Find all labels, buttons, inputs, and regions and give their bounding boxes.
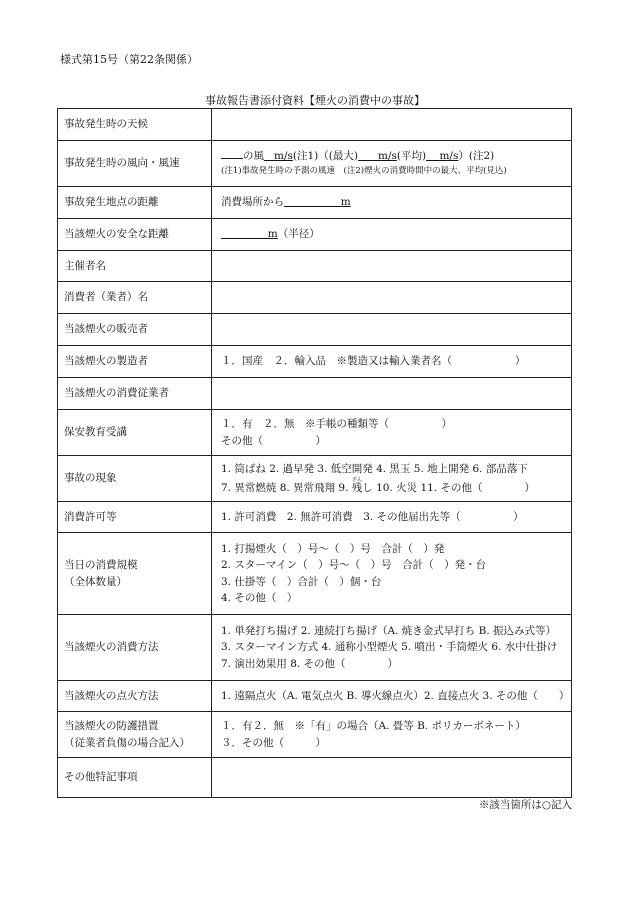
scale-label: 当日の消費規模 （全体数量） <box>58 533 212 615</box>
protection-line2: ３．その他（ ） <box>221 736 326 749</box>
education-line1: １．有 ２．無 ※手帳の種類等（ ） <box>221 418 452 431</box>
worker-field[interactable] <box>212 378 572 410</box>
ignition-label: 当該煙火の点火方法 <box>58 681 212 712</box>
scale-field[interactable] <box>212 533 572 615</box>
row-education <box>58 410 572 456</box>
row-protection <box>58 712 572 758</box>
seller-field[interactable] <box>212 314 572 346</box>
row-consumer <box>58 282 572 314</box>
education-label: 保安教育受講 <box>58 410 212 456</box>
wind-line: の風 m/s(注1)（(最大) m/s(平均) m/s）(注2) <box>221 147 565 164</box>
row-weather <box>58 109 572 141</box>
document-title: 事故報告書添付資料【煙火の消費中の事故】 <box>205 94 425 107</box>
seller-label: 当該煙火の販売者 <box>58 314 212 346</box>
row-distance <box>58 187 572 219</box>
other-field[interactable] <box>212 758 572 798</box>
distance-field[interactable]: 消費場所から m <box>212 187 572 219</box>
permit-label: 消費許可等 <box>58 502 212 533</box>
phenomenon-label: 事故の現象 <box>58 456 212 502</box>
distance-label: 事故発生地点の距離 <box>58 187 212 219</box>
method-line2: 3. スターマイン方式 4. 通称小型煙火 5. 噴出・手筒煙火 6. 水中仕掛け <box>221 641 558 654</box>
weather-label: 事故発生時の天候 <box>58 109 212 141</box>
row-seller <box>58 314 572 346</box>
other-label: その他特記事項 <box>58 758 212 798</box>
protection-label: 当該煙火の防護措置 （従業者負傷の場合記入） <box>58 712 212 758</box>
method-line3: 7. 演出効果用 8. その他（ ） <box>221 657 399 670</box>
row-maker <box>58 346 572 378</box>
phenomenon-field[interactable] <box>212 456 572 502</box>
scale-line4: 4. その他（ ） <box>221 591 298 604</box>
scale-line3: 3. 仕掛等（ ）合計（ ）個・台 <box>221 575 382 588</box>
phenomenon-line1: 1. 筒ばね 2. 過早発 3. 低空開発 4. 黒玉 5. 地上開発 6. 部品落下 <box>221 462 528 475</box>
organizer-field[interactable] <box>212 251 572 282</box>
row-wind <box>58 141 572 187</box>
safe-distance-label: 当該煙火の安全な距離 <box>58 219 212 251</box>
row-other <box>58 758 572 798</box>
wind-label: 事故発生時の風向・風速 <box>58 141 212 187</box>
scale-line1: 1. 打揚煙火（ ）号〜（ ）号 合計（ ）発 <box>221 542 445 555</box>
safe-distance-field[interactable]: m（半径） <box>212 219 572 251</box>
report-table <box>57 108 572 798</box>
row-ignition <box>58 681 572 712</box>
worker-label: 当該煙火の消費従業者 <box>58 378 212 410</box>
consumer-field[interactable] <box>212 282 572 314</box>
row-organizer <box>58 251 572 282</box>
method-field[interactable] <box>212 615 572 681</box>
row-scale <box>58 533 572 615</box>
organizer-label: 主催者名 <box>58 251 212 282</box>
form-number: 様式第15号（第22条関係） <box>60 53 198 66</box>
footer-note: ※該当箇所は○記入 <box>478 799 572 811</box>
row-phenomenon <box>58 456 572 502</box>
method-label: 当該煙火の消費方法 <box>58 615 212 681</box>
ignition-field[interactable]: 1. 遠隔点火（A. 電気点火 B. 導火線点火）2. 直接点火 3. その他（ ） <box>212 681 572 712</box>
wind-field[interactable] <box>212 141 572 187</box>
row-permit <box>58 502 572 533</box>
wind-direction-blank[interactable] <box>221 147 243 159</box>
wind-note: (注1)事故発生時の予測の風速 (注2)煙火の消費時間中の最大、平均(見込) <box>221 166 507 177</box>
row-worker <box>58 378 572 410</box>
maker-label: 当該煙火の製造者 <box>58 346 212 378</box>
consumer-label: 消費者（業者）名 <box>58 282 212 314</box>
maker-field[interactable]: １．国産 ２．輸入品 ※製造又は輸入業者名（ ） <box>212 346 572 378</box>
education-field[interactable] <box>212 410 572 456</box>
row-method <box>58 615 572 681</box>
protection-field[interactable] <box>212 712 572 758</box>
permit-field[interactable]: 1. 許可消費 2. 無許可消費 3. その他届出先等（ ） <box>212 502 572 533</box>
weather-field[interactable] <box>212 109 572 141</box>
scale-line2: 2. スターマイン（ ）号〜（ ）号 合計（ ）発・台 <box>221 559 487 572</box>
education-line2: その他（ ） <box>221 434 326 447</box>
protection-line1: １．有２．無 ※「有」の場合（A. 畳等 B. ポリカーボネート） <box>221 720 526 733</box>
row-safe-distance <box>58 219 572 251</box>
phenomenon-line2: 7. 異常燃焼 8. 異常飛翔 9. 残ざんし 10. 火災 11. その他（ ） <box>221 477 535 494</box>
method-line1: 1. 単発打ち揚げ 2. 連続打ち揚げ（A. 焼き金式早打ち B. 振込み式等） <box>221 625 557 638</box>
